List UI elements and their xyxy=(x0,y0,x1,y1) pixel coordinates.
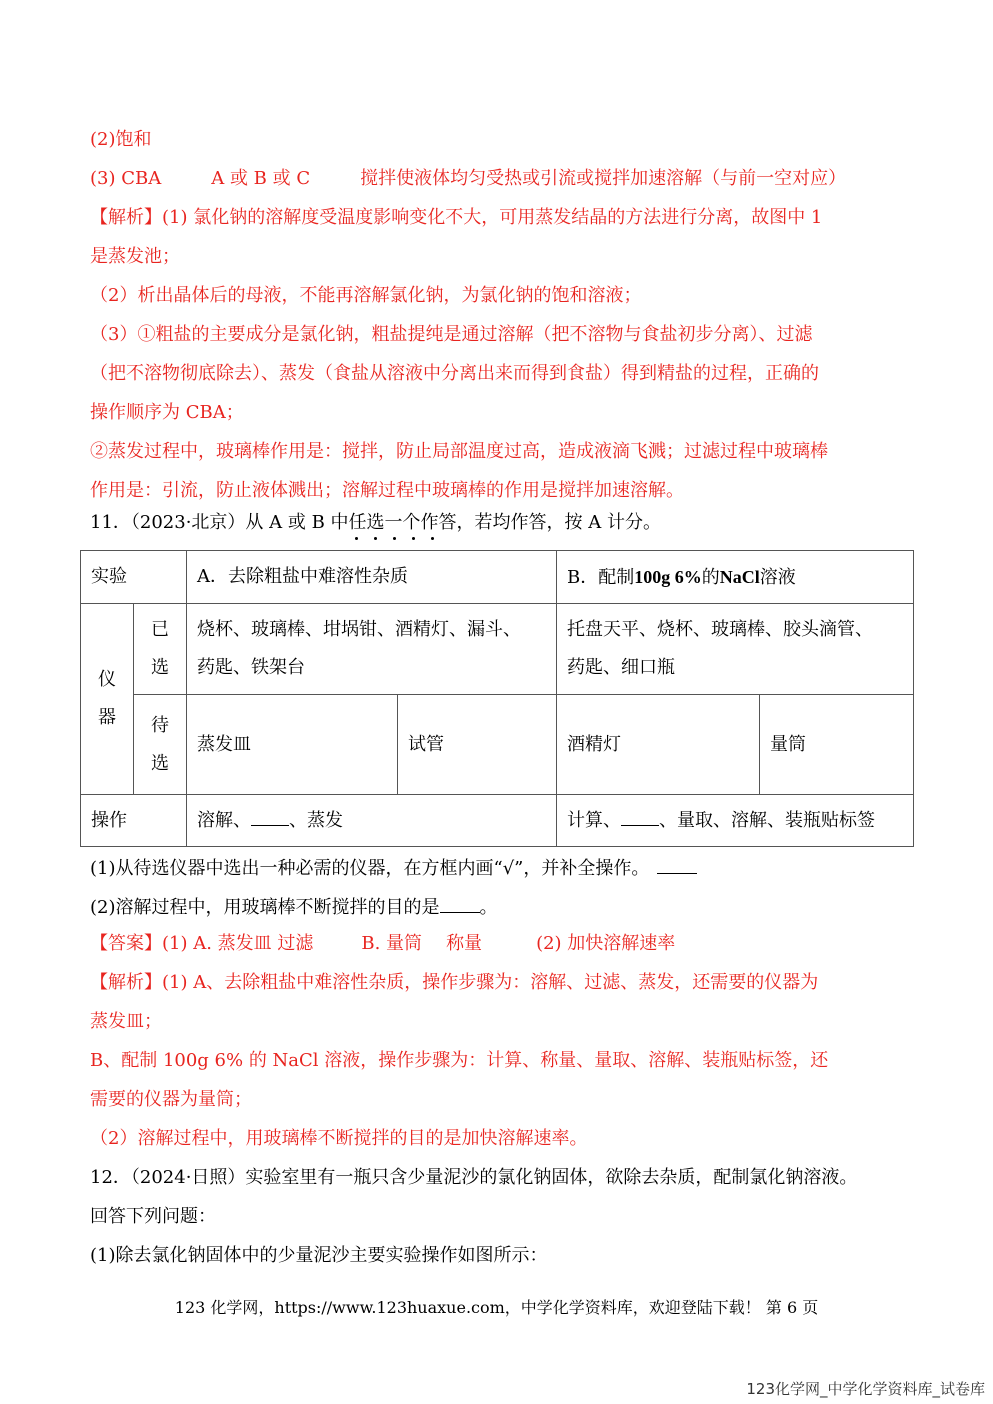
answer-part3-tail: 搅拌使液体均匀受热或引流或搅拌加速溶解（与前一空对应） xyxy=(360,168,847,189)
cell-a-selected xyxy=(187,604,557,695)
q12-sub1: (1)除去氯化钠固体中的少量泥沙主要实验操作如图所示： xyxy=(90,1245,548,1266)
analysis-p4-line1: ②蒸发过程中，玻璃棒作用是：搅拌，防止局部温度过高，造成液滴飞溅；过滤过程中玻璃棒 xyxy=(90,441,828,462)
a-selected-line1: 烧杯、玻璃棒、坩埚钳、酒精灯、漏斗、 xyxy=(197,619,521,640)
analysis-p3-line1: （3）①粗盐的主要成分是氯化钠，粗盐提纯是通过溶解（把不溶物与食盐初步分离）、过滤 xyxy=(90,324,813,345)
watermark: 123化学网_中学化学资料库_试卷库 xyxy=(746,1380,985,1398)
analysis-p4-line2: 作用是：引流，防止液体溅出；溶解过程中玻璃棒的作用是搅拌加速溶解。 xyxy=(90,480,684,501)
emphasis-dot xyxy=(355,537,358,540)
candidate-char-1: 待 xyxy=(151,714,169,736)
cell-a-operation xyxy=(187,795,557,847)
answer-1: (1) A. 蒸发皿 过滤 xyxy=(162,933,314,954)
cell-experiment-header: 实验 xyxy=(81,551,187,604)
q12-stem-line2: 回答下列问题： xyxy=(90,1206,216,1227)
q11-sub2 xyxy=(90,894,498,920)
emphasis-dot xyxy=(431,537,434,540)
emphasis-dot xyxy=(393,537,396,540)
cell-b-candidate-1[interactable]: 酒精灯 xyxy=(557,695,760,795)
a-op-blank[interactable] xyxy=(251,807,289,826)
b-op-post: 、量取、溶解、装瓶贴标签 xyxy=(659,809,875,831)
q11-answer xyxy=(90,932,675,956)
q11-analysis-line3: B、配制 100g 6% 的 NaCl 溶液，操作步骤为：计算、称量、量取、溶解、装瓶贴标签，还 xyxy=(90,1050,829,1071)
cell-b-operation xyxy=(557,795,914,847)
q11-sub2-blank[interactable] xyxy=(440,894,480,913)
option-b-mid: 的 xyxy=(701,566,720,588)
q11-table xyxy=(80,550,914,847)
candidate-char-2: 选 xyxy=(151,752,169,774)
cell-option-a-title: A．去除粗盐中难溶性杂质 xyxy=(187,551,557,604)
analysis-p3-line2: （把不溶物彻底除去）、蒸发（食盐从溶液中分离出来而得到食盐）得到精盐的过程，正确的 xyxy=(90,363,819,384)
b-op-blank[interactable] xyxy=(621,807,659,826)
q11-analysis-line2: 蒸发皿； xyxy=(90,1011,162,1032)
cell-operation-header: 操作 xyxy=(81,795,187,847)
cell-selected-header xyxy=(134,604,187,695)
b-selected-line2: 药匙、细口瓶 xyxy=(567,657,675,678)
q11-analysis-line5: （2）溶解过程中，用玻璃棒不断搅拌的目的是加快溶解速率。 xyxy=(90,1128,588,1149)
emphasis-dot xyxy=(374,537,377,540)
b-op-pre: 计算、 xyxy=(567,809,621,831)
q11-sub1 xyxy=(90,855,697,881)
answer-label: 【答案】 xyxy=(90,933,162,954)
cell-candidate-header xyxy=(134,695,187,795)
answer-3: 称量 xyxy=(446,933,483,954)
cell-b-candidate-2[interactable]: 量筒 xyxy=(760,695,914,795)
cell-a-candidate-2[interactable]: 试管 xyxy=(398,695,557,795)
selected-char-2: 选 xyxy=(151,657,169,678)
q11-sub2-end: 。 xyxy=(479,897,498,918)
answer-4: (2) 加快溶解速率 xyxy=(536,933,676,954)
answer-part2: (2)饱和 xyxy=(90,129,152,150)
q11-sub1-blank[interactable] xyxy=(657,855,697,874)
q11-sub2-text: (2)溶解过程中，用玻璃棒不断搅拌的目的是 xyxy=(90,897,440,918)
q11-sub1-text: (1)从待选仪器中选出一种必需的仪器，在方框内画“√”，并补全操作。 xyxy=(90,858,650,879)
instrument-char-2: 器 xyxy=(98,707,116,728)
q11-stem: 11．（2023·北京）从 A 或 B 中任选一个作答，若均作答，按 A 计分。 xyxy=(90,512,661,533)
analysis-p1-line1: 【解析】(1) 氯化钠的溶解度受温度影响变化不大，可用蒸发结晶的方法进行分离，故图中 1 xyxy=(90,207,823,228)
a-selected-line2: 药匙、铁架台 xyxy=(197,657,305,678)
b-selected-line1: 托盘天平、烧杯、玻璃棒、胶头滴管、 xyxy=(567,619,873,640)
q11-analysis-line4: 需要的仪器为量筒； xyxy=(90,1089,252,1110)
cell-b-selected xyxy=(557,604,914,695)
page-footer: 123 化学网，https://www.123huaxue.com，中学化学资料库，欢迎登陆下载！ 第 6 页 xyxy=(174,1298,819,1317)
option-b-formula: NaCl xyxy=(719,566,760,587)
analysis-p1-line2: 是蒸发池； xyxy=(90,246,180,267)
cell-option-b-title xyxy=(557,551,914,604)
emphasis-dot xyxy=(412,537,415,540)
option-b-suffix: 溶液 xyxy=(759,566,796,588)
instrument-char-1: 仪 xyxy=(98,669,116,690)
answer-part3-label: (3) CBA xyxy=(90,168,162,189)
q11-analysis-line1: 【解析】(1) A、去除粗盐中难溶性杂质，操作步骤为：溶解、过滤、蒸发，还需要的仪器为 xyxy=(90,972,819,993)
cell-instrument-header xyxy=(81,604,134,795)
analysis-p2: （2）析出晶体后的母液，不能再溶解氯化钠，为氯化钠的饱和溶液； xyxy=(90,285,642,306)
q12-stem-line1: 12．（2024·日照）实验室里有一瓶只含少量泥沙的氯化钠固体，欲除去杂质，配制氯化钠溶液。 xyxy=(90,1167,858,1188)
a-op-pre: 溶解、 xyxy=(197,809,251,831)
option-b-amount: 100g 6% xyxy=(634,566,702,587)
answer-2: B. 量筒 xyxy=(361,933,423,954)
answer-part3 xyxy=(90,167,846,191)
analysis-p3-line3: 操作顺序为 CBA； xyxy=(90,402,244,423)
selected-char-1: 已 xyxy=(151,619,169,640)
cell-a-candidate-1[interactable]: 蒸发皿 xyxy=(187,695,398,795)
option-b-prefix: B．配制 xyxy=(567,566,635,588)
answer-part3-mid: A 或 B 或 C xyxy=(211,168,311,189)
a-op-post: 、蒸发 xyxy=(289,809,343,831)
